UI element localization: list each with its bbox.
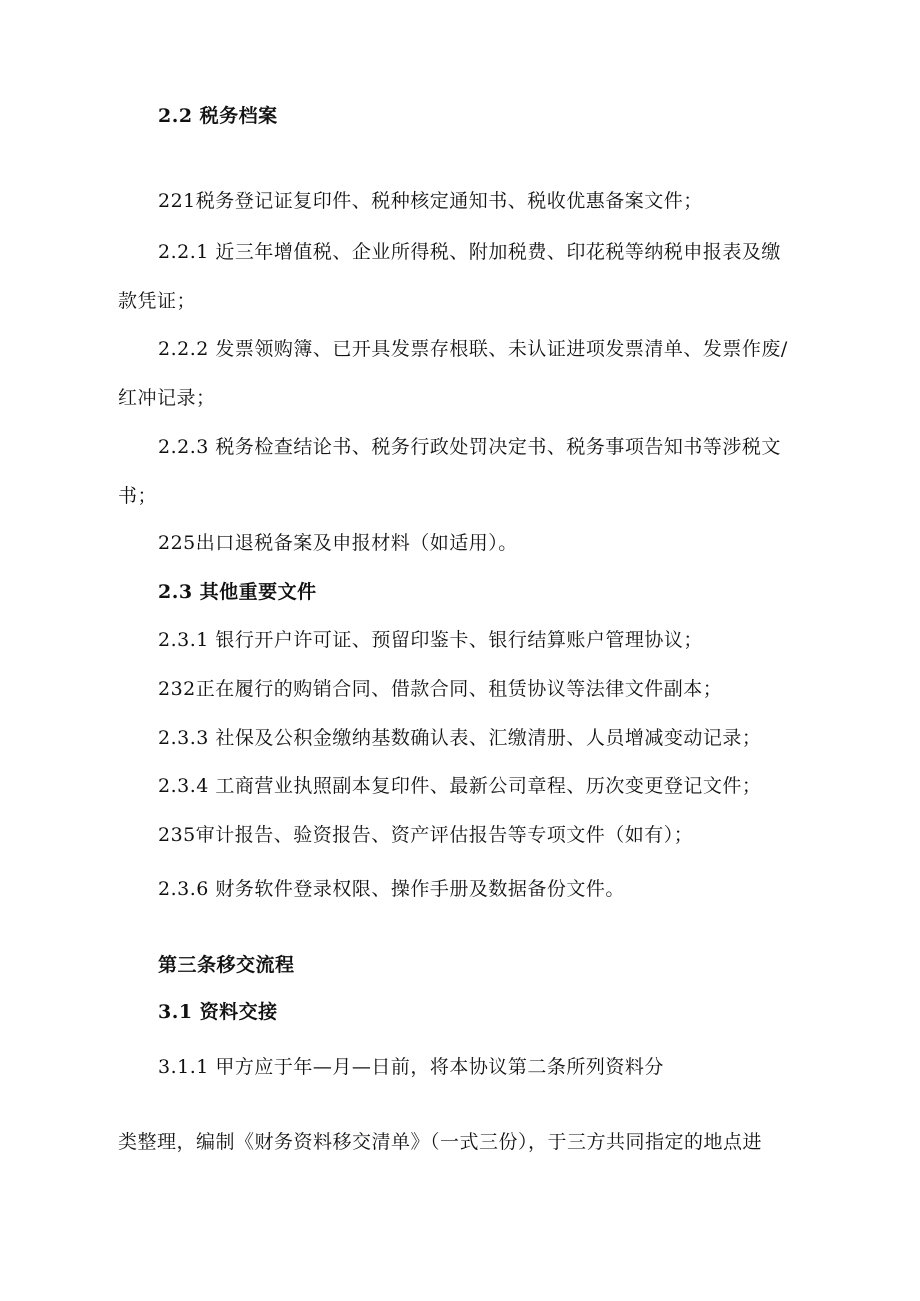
item-2-3-1: 2.3.1 银行开户许可证、预留印鉴卡、银行结算账户管理协议； [158, 629, 703, 651]
item-3-1-1-cont: 类整理，编制《财务资料移交清单》（一式三份），于三方共同指定的地点进 [118, 1131, 763, 1153]
item-2-2-5: 225出口退税备案及申报材料（如适用）。 [158, 532, 518, 554]
item-2-2-3-cont: 书； [118, 485, 158, 507]
heading-3-1: 3.1 资料交接 [158, 1001, 278, 1023]
item-2-3-5: 235审计报告、验资报告、资产评估报告等专项文件（如有）； [158, 824, 694, 846]
item-2-3-6: 2.3.6 财务软件登录权限、操作手册及数据备份文件。 [158, 878, 625, 900]
heading-2-3: 2.3 其他重要文件 [158, 581, 317, 603]
heading-article-3: 第三条移交流程 [158, 954, 295, 976]
item-2-2-1: 2.2.1 近三年增值税、企业所得税、附加税费、印花税等纳税申报表及缴 [158, 241, 781, 263]
item-3-1-1: 3.1.1 甲方应于年—月—日前，将本协议第二条所列资料分 [158, 1056, 664, 1078]
item-2-2-1-cont: 款凭证； [118, 290, 197, 312]
item-2-2-1-label: 221税务登记证复印件、税种核定通知书、税收优惠备案文件； [158, 190, 703, 212]
item-2-3-2: 232正在履行的购销合同、借款合同、租赁协议等法律文件副本； [158, 678, 723, 700]
item-2-3-3: 2.3.3 社保及公积金缴纳基数确认表、汇缴清册、人员增减变动记录； [158, 727, 762, 749]
heading-2-2: 2.2 税务档案 [158, 105, 278, 127]
item-2-2-2: 2.2.2 发票领购簿、已开具发票存根联、未认证进项发票清单、发票作废/ [158, 338, 788, 360]
item-2-2-2-cont: 红冲记录； [118, 387, 216, 409]
item-2-3-4: 2.3.4 工商营业执照副本复印件、最新公司章程、历次变更登记文件； [158, 775, 762, 797]
item-2-2-3: 2.2.3 税务检查结论书、税务行政处罚决定书、税务事项告知书等涉税文 [158, 436, 781, 458]
